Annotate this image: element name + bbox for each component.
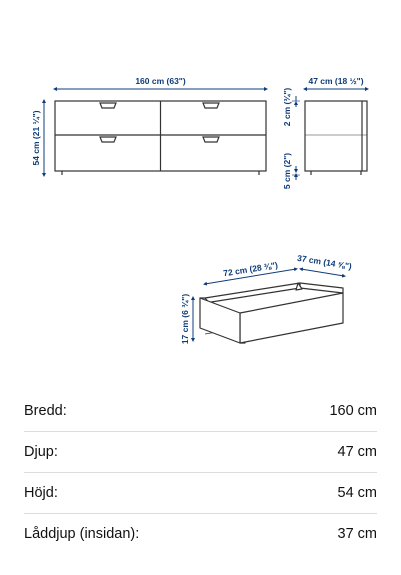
drawer-length-label: 72 cm (28 ⅜") — [222, 259, 279, 279]
spec-value: 47 cm — [337, 444, 377, 460]
drawer-width-dimension — [296, 253, 352, 276]
spec-row-width — [24, 391, 377, 432]
front-height-label: 54 cm (21 ¼") — [31, 110, 41, 166]
spec-value: 160 cm — [329, 403, 377, 419]
spec-value: 37 cm — [337, 526, 377, 542]
drawer-height-dimension — [180, 294, 193, 345]
front-width-dimension — [55, 76, 266, 89]
spec-row-depth — [24, 432, 377, 473]
side-depth-dimension — [305, 76, 367, 89]
drawer-length-dimension — [205, 260, 296, 284]
drawer-height-label: 17 cm (6 ¾") — [180, 293, 190, 345]
spec-label: Låddjup (insidan): — [24, 526, 140, 542]
spec-row-height — [24, 473, 377, 514]
spec-label: Höjd: — [24, 485, 58, 501]
spec-label: Djup: — [24, 444, 58, 460]
spec-value: 54 cm — [337, 485, 377, 501]
side-bottom-gap-dimension — [282, 153, 300, 189]
side-depth-label: 47 cm (18 ½") — [308, 76, 364, 86]
side-bottom-gap-label: 5 cm (2") — [282, 152, 292, 190]
side-top-gap-dimension — [282, 88, 300, 127]
front-height-dimension — [31, 101, 44, 175]
drawer-view — [200, 283, 343, 343]
dimensions-list — [24, 391, 377, 554]
front-width-label: 160 cm (63") — [135, 76, 186, 86]
drawer-width-label: 37 cm (14 ⅝") — [296, 252, 353, 272]
spec-row-drawer-depth — [24, 514, 377, 554]
side-top-gap-label: 2 cm (¾") — [282, 87, 292, 127]
spec-label: Bredd: — [24, 403, 67, 419]
front-view — [55, 101, 266, 175]
side-view — [305, 101, 367, 175]
